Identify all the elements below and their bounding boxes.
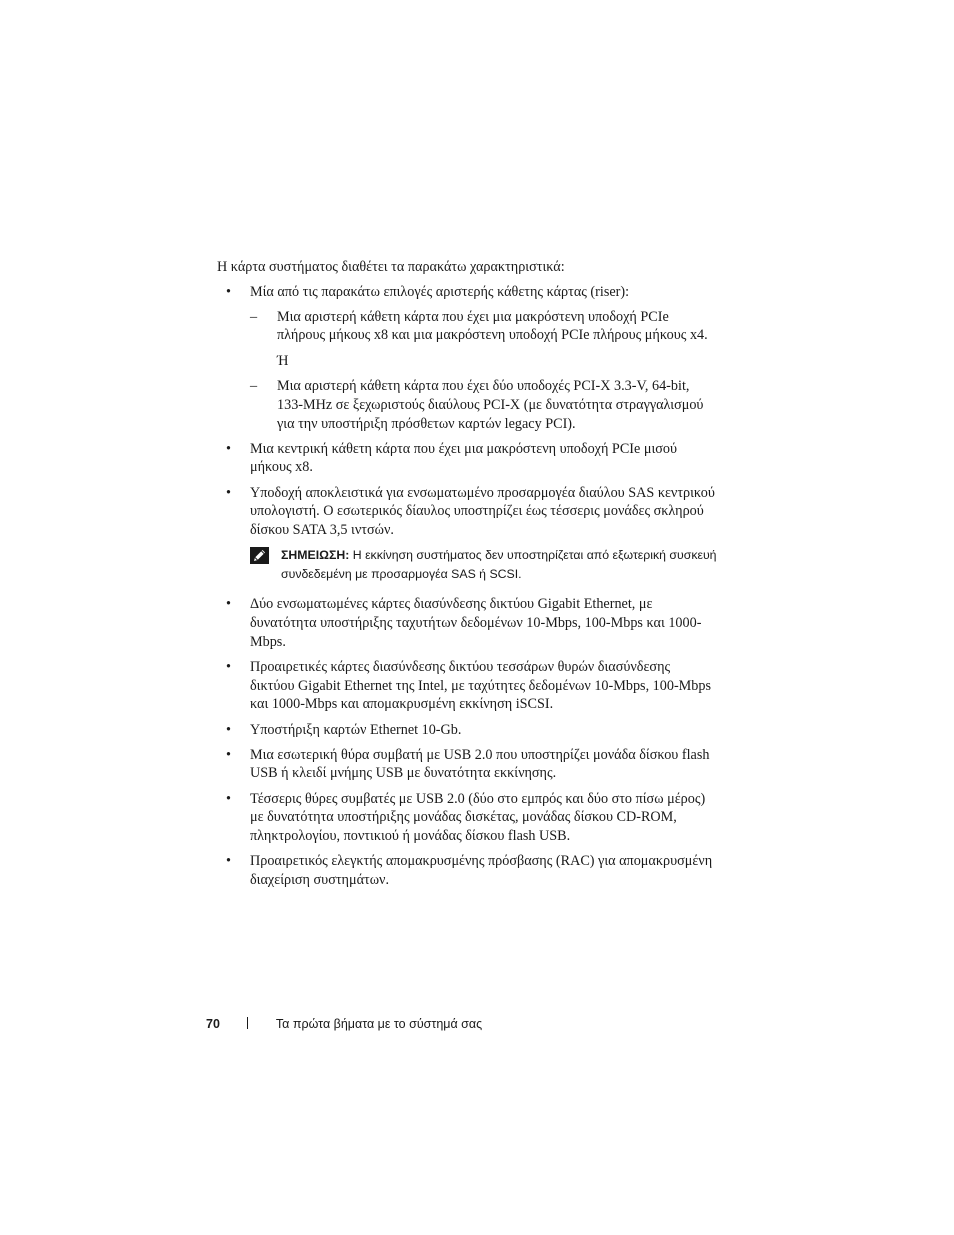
list-item-usb-ports bbox=[217, 790, 717, 846]
list-item-text: Δύο ενσωματωμένες κάρτες διασύνδεσης δικτύου Gigabit Ethernet, με δυνατότητα υποστήριξης ταχυτήτων δεδομένων 10-Mbps, 100-Mbps και 1000-Mbps. bbox=[250, 596, 702, 650]
list-item-rac bbox=[217, 852, 717, 890]
bullet-mark: • bbox=[226, 283, 231, 300]
list-item-text: Προαιρετικές κάρτες διασύνδεσης δικτύου τεσσάρων θυρών διασύνδεσης δικτύου Gigabit Ethernet της Intel, με ταχύτητες δεδομένων 10-Mbps, 100-Mbps και 1000-Mbps και απομακρυσμένη εκκίνηση iSCSI. bbox=[250, 658, 711, 713]
pencil-note-icon bbox=[250, 547, 269, 564]
bullet-mark: • bbox=[226, 484, 231, 501]
bullet-mark: • bbox=[226, 658, 231, 675]
dash-mark: – bbox=[250, 377, 258, 394]
list-item-onboard-nics bbox=[217, 595, 717, 651]
sub-item-pcix-riser bbox=[250, 377, 717, 433]
page-footer bbox=[206, 1015, 482, 1033]
footer-separator bbox=[247, 1017, 248, 1029]
list-item-riser-options bbox=[217, 283, 717, 434]
note-label: ΣΗΜΕΙΩΣΗ: bbox=[281, 547, 350, 562]
bullet-mark: • bbox=[226, 721, 231, 738]
list-item-text: Μια κεντρική κάθετη κάρτα που έχει μια μακρόστενη υποδοχή PCIe μισού μήκους x8. bbox=[250, 440, 678, 476]
bullet-mark: • bbox=[226, 790, 231, 807]
list-item-internal-usb bbox=[217, 746, 717, 784]
bullet-mark: • bbox=[226, 746, 231, 763]
intro-paragraph: Η κάρτα συστήματος διαθέτει τα παρακάτω χαρακτηριστικά: bbox=[217, 259, 565, 275]
sub-item-pcie-riser bbox=[250, 308, 717, 371]
note-text: Η εκκίνηση συστήματος δεν υποστηρίζεται από εξωτερική συσκευή συνδεδεμένη με προσαρμογέα SAS ή SCSI. bbox=[281, 547, 717, 581]
list-item-central-riser bbox=[217, 440, 717, 478]
bullet-mark: • bbox=[226, 440, 231, 457]
riser-sub-list bbox=[250, 308, 717, 434]
note-block bbox=[250, 546, 717, 583]
list-item-text: Υποδοχή αποκλειστικά για ενσωματωμένο προσαρμογέα διαύλου SAS κεντρικού υπολογιστή. Ο εσωτερικός δίαυλος υποστηρίζει έως τέσσερις μονάδες σκληρού δίσκου SATA 3,5 ιντσών. bbox=[250, 484, 715, 539]
or-separator: Ή bbox=[277, 353, 289, 370]
list-item-text: Μια εσωτερική θύρα συμβατή με USB 2.0 που υποστηρίζει μονάδα δίσκου flash USB ή κλειδί μνήμης USB με δυνατότητα εκκίνησης. bbox=[250, 746, 710, 782]
footer-title: Τα πρώτα βήματα με το σύστημά σας bbox=[275, 1017, 483, 1031]
bullet-mark: • bbox=[226, 596, 231, 613]
list-item-text: Μία από τις παρακάτω επιλογές αριστερής κάθετης κάρτας (riser): bbox=[250, 283, 630, 300]
feature-list bbox=[217, 283, 717, 890]
bullet-mark: • bbox=[226, 853, 231, 870]
list-item-text: Τέσσερις θύρες συμβατές με USB 2.0 (δύο στο εμπρός και δύο στο πίσω μέρος) με δυνατότητα υποστήριξης μονάδας δισκέτας, μονάδας δίσκου CD-ROM, πληκτρολογίου, ποντικιού ή μονάδας δίσκου flash USB. bbox=[250, 790, 706, 845]
list-item-text: Υποστήριξη καρτών Ethernet 10-Gb. bbox=[250, 721, 462, 738]
list-item-10gb-ethernet bbox=[217, 721, 717, 740]
page-number: 70 bbox=[206, 1017, 220, 1031]
list-item-text: Προαιρετικός ελεγκτής απομακρυσμένης πρόσβασης (RAC) για απομακρυσμένη διαχείριση συστημάτων. bbox=[250, 853, 713, 888]
list-item-optional-nics bbox=[217, 658, 717, 714]
sub-item-text: Μια αριστερή κάθετη κάρτα που έχει μια μακρόστενη υποδοχή PCIe πλήρους μήκους x8 και μια μακρόστενη υποδοχή PCIe πλήρους μήκους x4. bbox=[277, 308, 708, 344]
dash-mark: – bbox=[250, 308, 258, 325]
list-item-sas-slot bbox=[217, 484, 717, 584]
sub-item-text: Μια αριστερή κάθετη κάρτα που έχει δύο υποδοχές PCI-X 3.3-V, 64-bit, 133-MHz σε ξεχωριστούς διαύλους PCI-X (με δυνατότητα στραγγαλισμού για την υποστήριξη πρόσθετων καρτών legacy PCI). bbox=[277, 377, 704, 432]
page-content bbox=[217, 258, 717, 896]
